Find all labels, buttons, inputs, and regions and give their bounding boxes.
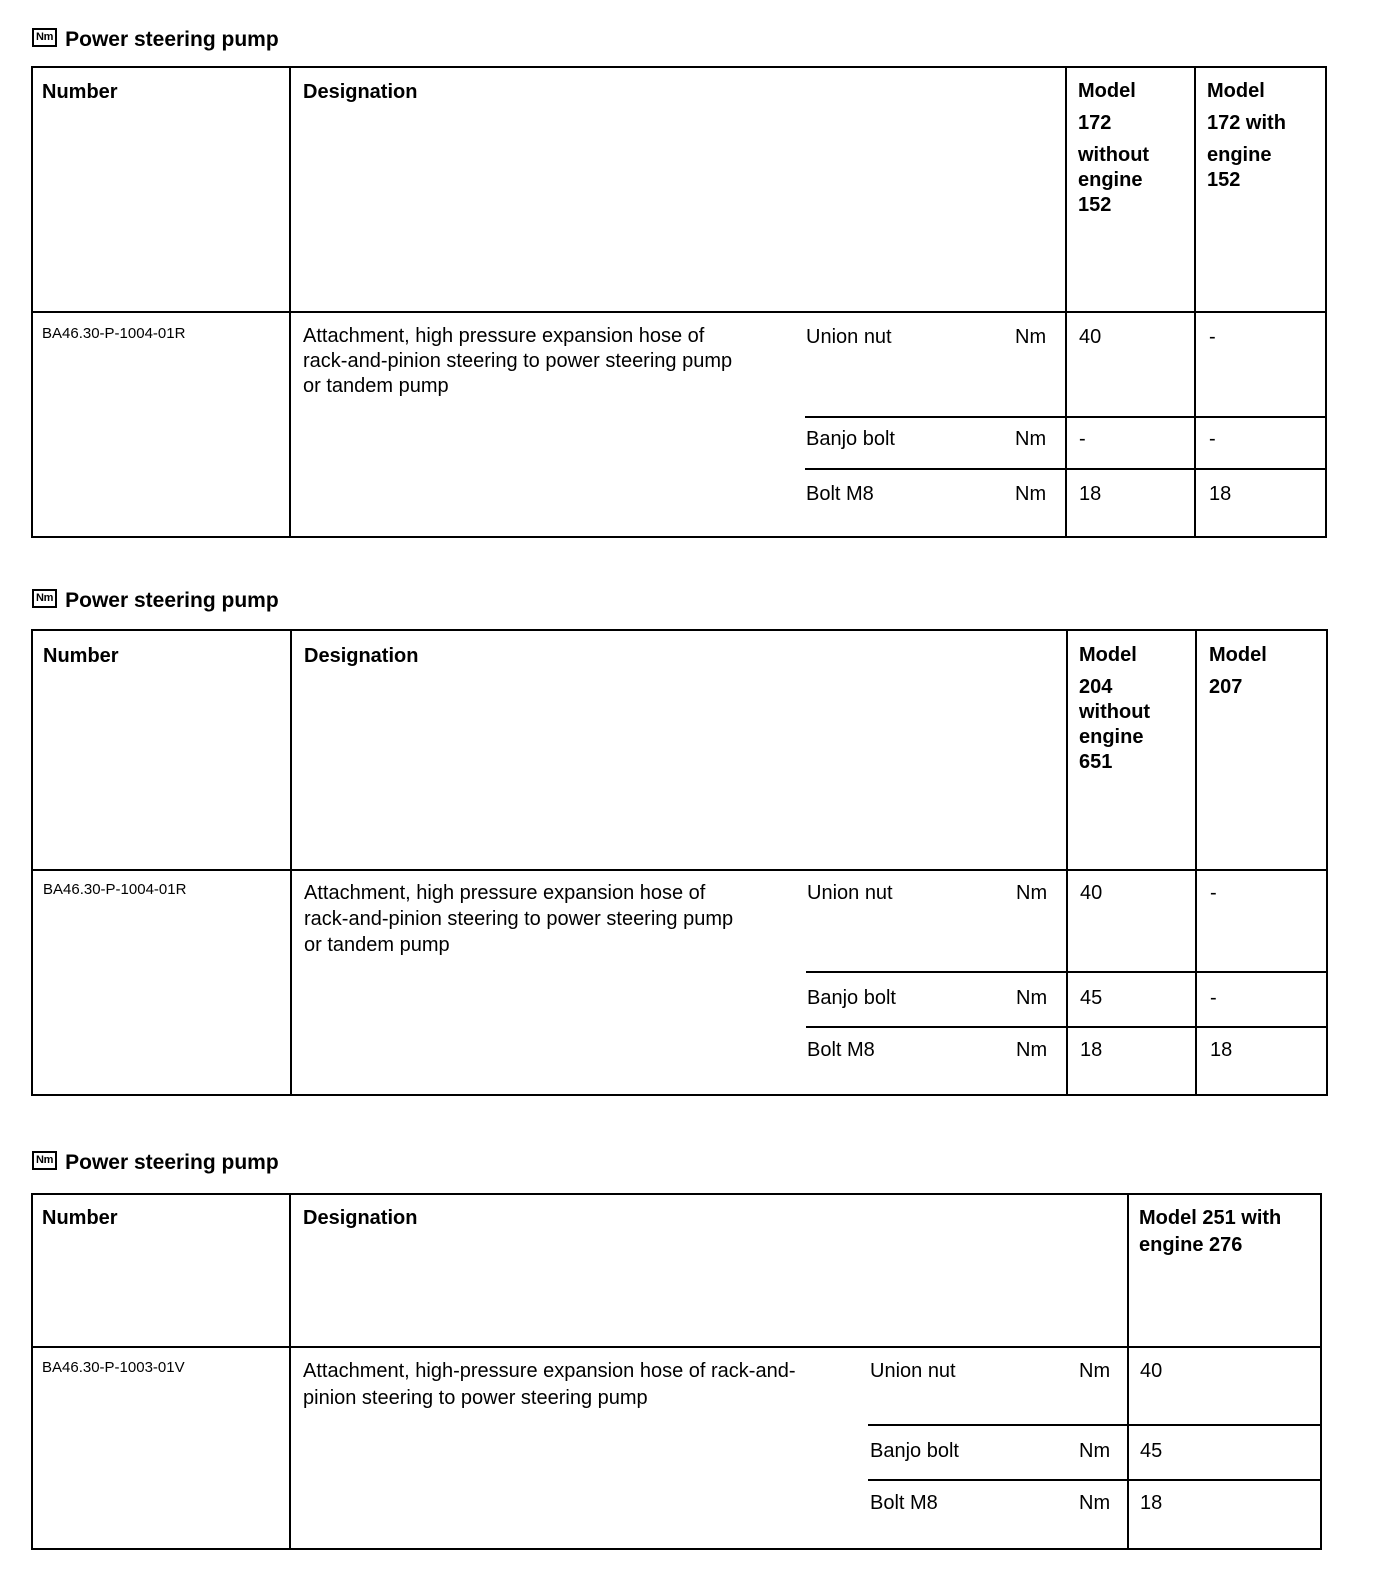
torque-nm-icon: Nm — [32, 1151, 57, 1170]
item-unit: Nm — [1015, 428, 1047, 450]
item-name: Bolt M8 — [806, 483, 874, 505]
item-value-col2: 18 — [1210, 1039, 1233, 1061]
section-title-text: Power steering pump — [65, 1151, 279, 1174]
item-value-col2: 18 — [1209, 483, 1232, 505]
header-model-col1: Model 251 with engine 276 — [1139, 1207, 1282, 1256]
designation-text: Attachment, high pressure expansion hose of rack-and-pinion steering to power steering pump or tandem pump — [303, 325, 733, 397]
section-title-text: Power steering pump — [65, 28, 279, 51]
item-unit: Nm — [1016, 1039, 1048, 1061]
item-unit: Nm — [1079, 1360, 1111, 1382]
item-value-col1: 45 — [1080, 987, 1103, 1009]
torque-nm-icon: Nm — [32, 28, 57, 47]
header-model-col2: Model 172 with engine 152 — [1207, 80, 1286, 191]
item-value-col1: 40 — [1080, 882, 1103, 904]
part-number: BA46.30-P-1004-01R — [43, 881, 187, 898]
item-unit: Nm — [1016, 987, 1048, 1009]
header-designation: Designation — [303, 1207, 418, 1229]
header-number: Number — [42, 81, 118, 103]
item-unit: Nm — [1079, 1492, 1111, 1514]
section-title — [32, 587, 279, 615]
part-number: BA46.30-P-1003-01V — [42, 1359, 185, 1376]
header-designation: Designation — [303, 81, 418, 103]
item-value-col1: 18 — [1079, 483, 1102, 505]
item-value-col2: - — [1210, 987, 1217, 1009]
item-value-col1: 18 — [1080, 1039, 1103, 1061]
header-number: Number — [43, 645, 119, 667]
torque-table — [31, 1193, 1322, 1550]
part-number: BA46.30-P-1004-01R — [42, 325, 186, 342]
torque-table — [31, 66, 1327, 538]
item-unit: Nm — [1015, 483, 1047, 505]
designation-text: Attachment, high-pressure expansion hose of rack-and- pinion steering to power steering pump — [303, 1360, 796, 1409]
item-name: Bolt M8 — [870, 1492, 938, 1514]
torque-nm-icon: Nm — [32, 589, 57, 608]
item-name: Banjo bolt — [807, 987, 896, 1009]
item-unit: Nm — [1016, 882, 1048, 904]
item-name: Union nut — [807, 882, 893, 904]
item-name: Banjo bolt — [870, 1440, 959, 1462]
item-value-col1: - — [1079, 428, 1086, 450]
section-title-text: Power steering pump — [65, 589, 279, 612]
item-value-col1: 40 — [1140, 1360, 1163, 1382]
header-model-col2: Model 207 — [1209, 644, 1267, 698]
item-name: Union nut — [870, 1360, 956, 1382]
header-designation: Designation — [304, 645, 419, 667]
item-name: Bolt M8 — [807, 1039, 875, 1061]
torque-table — [31, 629, 1328, 1096]
item-value-col1: 18 — [1140, 1492, 1163, 1514]
item-unit: Nm — [1015, 326, 1047, 348]
item-value-col1: 40 — [1079, 326, 1102, 348]
section-title — [32, 1149, 279, 1177]
item-unit: Nm — [1079, 1440, 1111, 1462]
header-number: Number — [42, 1207, 118, 1229]
item-value-col2: - — [1209, 428, 1216, 450]
header-model-col1: Model 204 without engine 651 — [1079, 644, 1151, 773]
item-value-col2: - — [1210, 882, 1217, 904]
item-name: Union nut — [806, 326, 892, 348]
item-value-col2: - — [1209, 326, 1216, 348]
item-name: Banjo bolt — [806, 428, 895, 450]
item-value-col1: 45 — [1140, 1440, 1163, 1462]
header-model-col1: Model 172 without engine 152 — [1078, 80, 1150, 216]
section-title — [32, 26, 279, 54]
designation-text: Attachment, high pressure expansion hose of rack-and-pinion steering to power steering pump or tandem pump — [304, 882, 734, 956]
